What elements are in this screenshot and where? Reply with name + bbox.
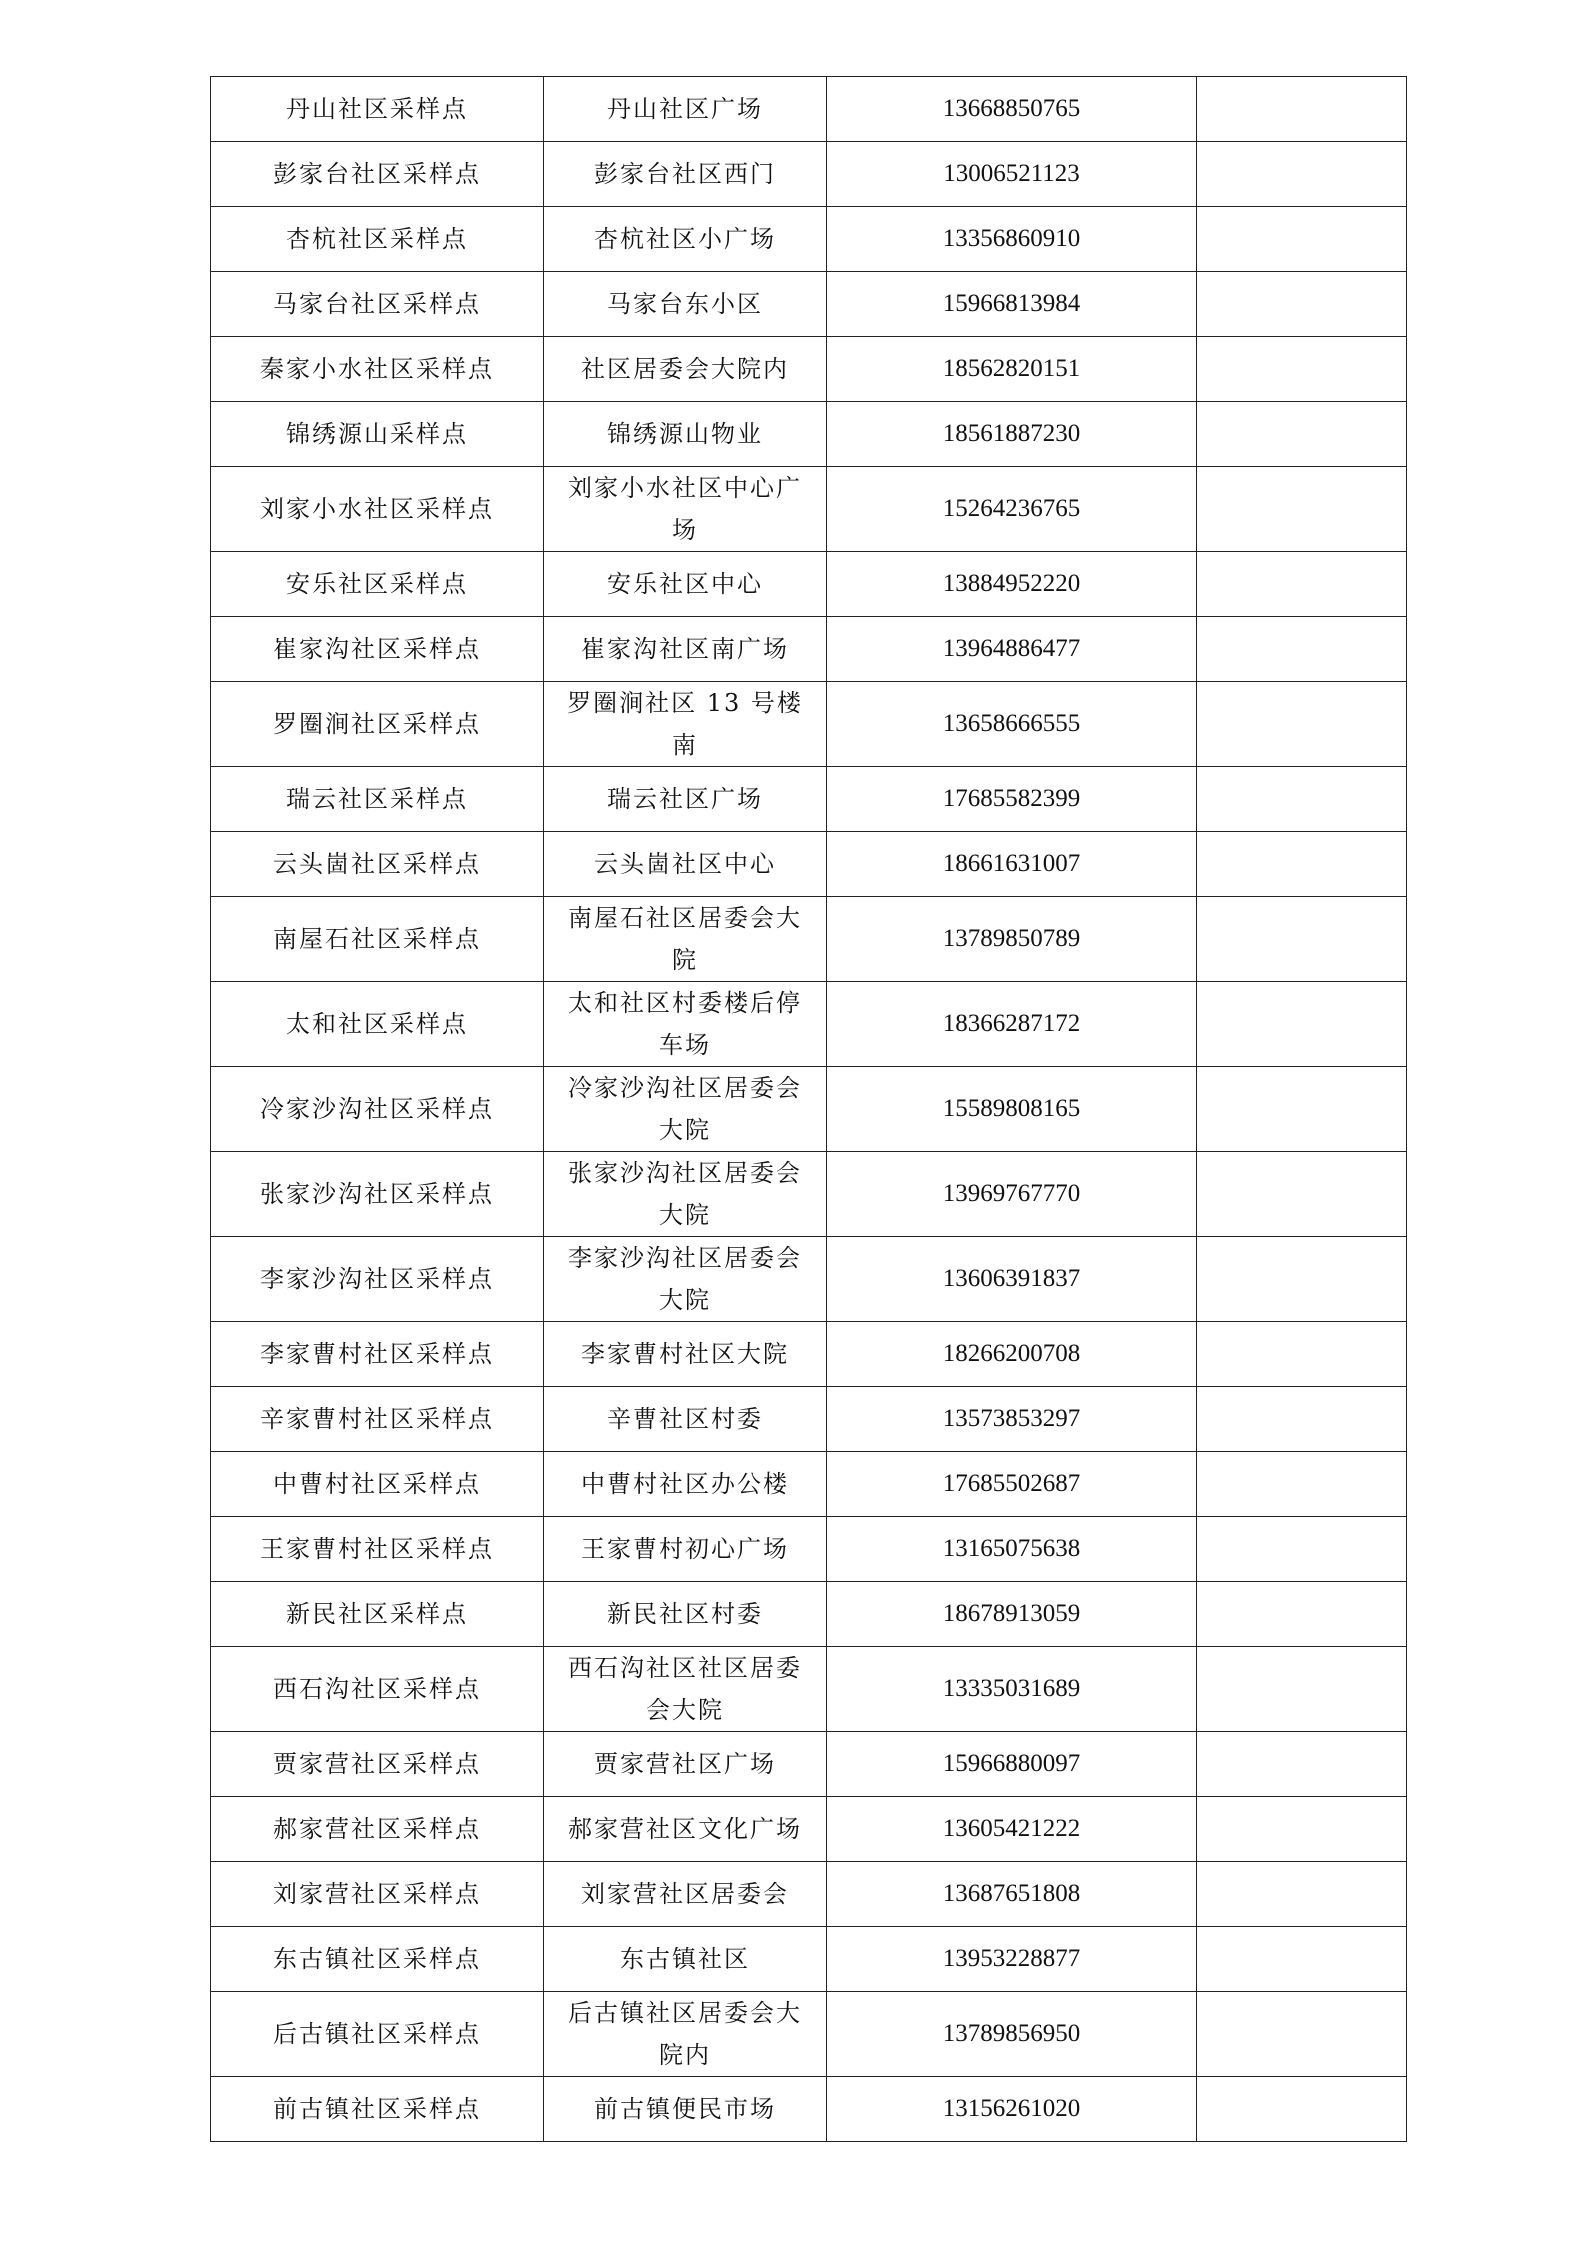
table-row [211,77,1407,142]
note-cell [1197,1452,1407,1517]
location-cell: 云头崮社区中心 [544,832,827,897]
table-row [211,617,1407,682]
table-row [211,467,1407,552]
site-name-cell: 贾家营社区采样点 [211,1732,544,1797]
site-name-cell: 安乐社区采样点 [211,552,544,617]
location-cell: 安乐社区中心 [544,552,827,617]
table-row [211,767,1407,832]
site-name-cell: 张家沙沟社区采样点 [211,1152,544,1237]
phone-cell: 13156261020 [827,2077,1197,2142]
phone-cell: 13356860910 [827,207,1197,272]
note-cell [1197,682,1407,767]
site-name-cell: 李家曹村社区采样点 [211,1322,544,1387]
phone-cell: 13789856950 [827,1992,1197,2077]
note-cell [1197,1067,1407,1152]
table-row [211,1647,1407,1732]
phone-cell: 18661631007 [827,832,1197,897]
note-cell [1197,617,1407,682]
table-row [211,552,1407,617]
location-cell: 罗圈涧社区 13 号楼南 [544,682,827,767]
note-cell [1197,402,1407,467]
site-name-cell: 李家沙沟社区采样点 [211,1237,544,1322]
table-body [211,77,1407,2142]
location-cell: 李家曹村社区大院 [544,1322,827,1387]
table-row [211,1237,1407,1322]
location-cell: 瑞云社区广场 [544,767,827,832]
table-row [211,1862,1407,1927]
phone-cell: 13006521123 [827,142,1197,207]
site-name-cell: 罗圈涧社区采样点 [211,682,544,767]
table-row [211,2077,1407,2142]
phone-cell: 13969767770 [827,1152,1197,1237]
location-cell: 中曹村社区办公楼 [544,1452,827,1517]
site-name-cell: 前古镇社区采样点 [211,2077,544,2142]
site-name-cell: 丹山社区采样点 [211,77,544,142]
phone-cell: 13964886477 [827,617,1197,682]
site-name-cell: 辛家曹村社区采样点 [211,1387,544,1452]
location-cell: 李家沙沟社区居委会大院 [544,1237,827,1322]
phone-cell: 18562820151 [827,337,1197,402]
location-cell: 杏杭社区小广场 [544,207,827,272]
phone-cell: 13335031689 [827,1647,1197,1732]
table-row [211,832,1407,897]
site-name-cell: 东古镇社区采样点 [211,1927,544,1992]
note-cell [1197,1797,1407,1862]
table-row [211,682,1407,767]
phone-cell: 13573853297 [827,1387,1197,1452]
location-cell: 贾家营社区广场 [544,1732,827,1797]
phone-cell: 17685502687 [827,1452,1197,1517]
location-cell: 张家沙沟社区居委会大院 [544,1152,827,1237]
site-name-cell: 王家曹村社区采样点 [211,1517,544,1582]
note-cell [1197,1732,1407,1797]
table-row [211,337,1407,402]
phone-cell: 15264236765 [827,467,1197,552]
site-name-cell: 太和社区采样点 [211,982,544,1067]
note-cell [1197,982,1407,1067]
location-cell: 社区居委会大院内 [544,337,827,402]
site-name-cell: 彭家台社区采样点 [211,142,544,207]
phone-cell: 17685582399 [827,767,1197,832]
site-name-cell: 后古镇社区采样点 [211,1992,544,2077]
note-cell [1197,897,1407,982]
table-row [211,1927,1407,1992]
site-name-cell: 锦绣源山采样点 [211,402,544,467]
table-row [211,1452,1407,1517]
note-cell [1197,1152,1407,1237]
location-cell: 丹山社区广场 [544,77,827,142]
phone-cell: 15589808165 [827,1067,1197,1152]
site-name-cell: 杏杭社区采样点 [211,207,544,272]
table-row [211,272,1407,337]
table-row [211,1067,1407,1152]
site-name-cell: 新民社区采样点 [211,1582,544,1647]
note-cell [1197,1647,1407,1732]
location-cell: 郝家营社区文化广场 [544,1797,827,1862]
site-name-cell: 云头崮社区采样点 [211,832,544,897]
note-cell [1197,337,1407,402]
note-cell [1197,272,1407,337]
site-name-cell: 中曹村社区采样点 [211,1452,544,1517]
location-cell: 新民社区村委 [544,1582,827,1647]
site-name-cell: 刘家营社区采样点 [211,1862,544,1927]
note-cell [1197,1322,1407,1387]
table-row [211,897,1407,982]
site-name-cell: 郝家营社区采样点 [211,1797,544,1862]
phone-cell: 13668850765 [827,77,1197,142]
location-cell: 彭家台社区西门 [544,142,827,207]
table-row [211,1582,1407,1647]
phone-cell: 15966813984 [827,272,1197,337]
phone-cell: 13953228877 [827,1927,1197,1992]
note-cell [1197,2077,1407,2142]
site-name-cell: 冷家沙沟社区采样点 [211,1067,544,1152]
table-row [211,1322,1407,1387]
table-row [211,207,1407,272]
location-cell: 马家台东小区 [544,272,827,337]
site-name-cell: 马家台社区采样点 [211,272,544,337]
location-cell: 辛曹社区村委 [544,1387,827,1452]
site-name-cell: 崔家沟社区采样点 [211,617,544,682]
table-row [211,1992,1407,2077]
note-cell [1197,552,1407,617]
table-row [211,142,1407,207]
note-cell [1197,1517,1407,1582]
phone-cell: 13658666555 [827,682,1197,767]
table-row [211,1732,1407,1797]
location-cell: 刘家小水社区中心广场 [544,467,827,552]
location-cell: 南屋石社区居委会大院 [544,897,827,982]
site-name-cell: 瑞云社区采样点 [211,767,544,832]
note-cell [1197,1992,1407,2077]
phone-cell: 18366287172 [827,982,1197,1067]
note-cell [1197,1582,1407,1647]
phone-cell: 13789850789 [827,897,1197,982]
location-cell: 锦绣源山物业 [544,402,827,467]
phone-cell: 18561887230 [827,402,1197,467]
note-cell [1197,142,1407,207]
phone-cell: 15966880097 [827,1732,1197,1797]
table-row [211,1797,1407,1862]
note-cell [1197,767,1407,832]
phone-cell: 13606391837 [827,1237,1197,1322]
site-name-cell: 秦家小水社区采样点 [211,337,544,402]
note-cell [1197,77,1407,142]
phone-cell: 18266200708 [827,1322,1197,1387]
phone-cell: 13605421222 [827,1797,1197,1862]
location-cell: 前古镇便民市场 [544,2077,827,2142]
location-cell: 东古镇社区 [544,1927,827,1992]
phone-cell: 13687651808 [827,1862,1197,1927]
table-row [211,402,1407,467]
note-cell [1197,1862,1407,1927]
note-cell [1197,1387,1407,1452]
site-name-cell: 刘家小水社区采样点 [211,467,544,552]
note-cell [1197,1237,1407,1322]
location-cell: 冷家沙沟社区居委会大院 [544,1067,827,1152]
note-cell [1197,467,1407,552]
location-cell: 西石沟社区社区居委会大院 [544,1647,827,1732]
sampling-site-table [210,76,1407,2142]
note-cell [1197,1927,1407,1992]
note-cell [1197,832,1407,897]
table-row [211,1517,1407,1582]
location-cell: 崔家沟社区南广场 [544,617,827,682]
location-cell: 后古镇社区居委会大院内 [544,1992,827,2077]
note-cell [1197,207,1407,272]
table-row [211,1387,1407,1452]
phone-cell: 18678913059 [827,1582,1197,1647]
location-cell: 王家曹村初心广场 [544,1517,827,1582]
phone-cell: 13165075638 [827,1517,1197,1582]
location-cell: 刘家营社区居委会 [544,1862,827,1927]
phone-cell: 13884952220 [827,552,1197,617]
site-name-cell: 南屋石社区采样点 [211,897,544,982]
location-cell: 太和社区村委楼后停车场 [544,982,827,1067]
table-row [211,1152,1407,1237]
site-name-cell: 西石沟社区采样点 [211,1647,544,1732]
table-row [211,982,1407,1067]
